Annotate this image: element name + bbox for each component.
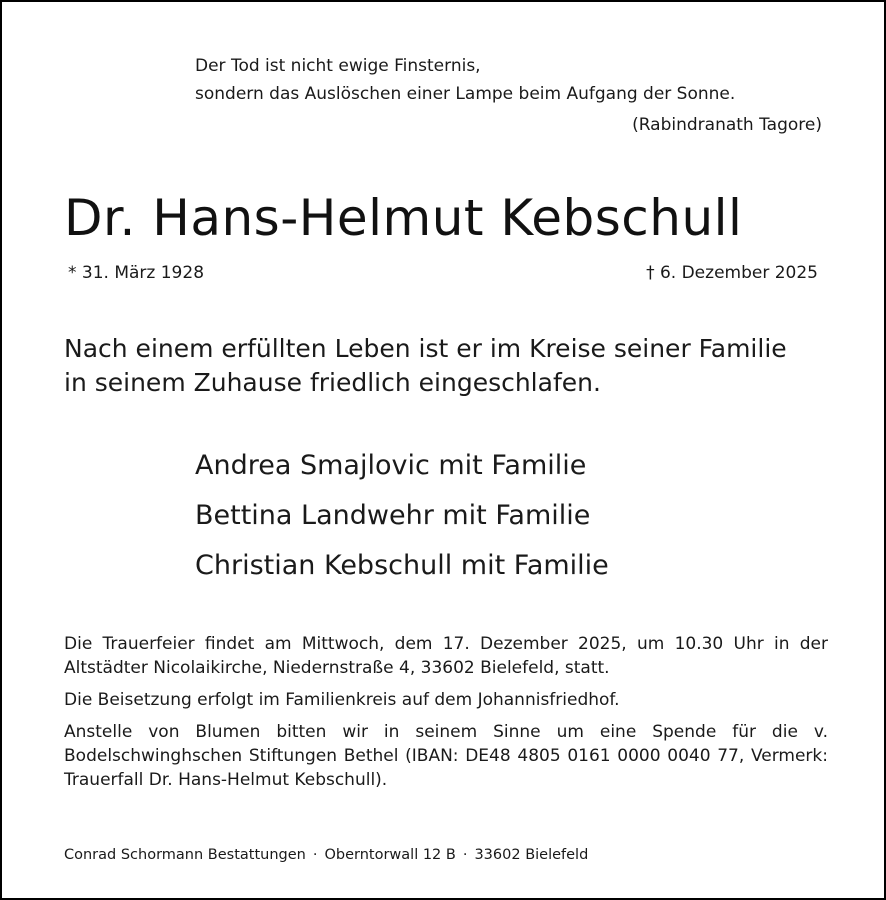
birth-date: * 31. März 1928 xyxy=(68,263,205,283)
burial-notice: Die Beisetzung erfolgt im Familienkreis auf dem Johannisfriedhof. xyxy=(64,690,620,710)
family-member: Bettina Landwehr mit Familie xyxy=(195,500,591,531)
funeral-service-notice: Die Trauerfeier findet am Mittwoch, dem 17. Dezember 2025, um 10.30 Uhr in der Altstädter Nicolaikirche, Niedernstraße 4, 33602 Bielefeld, statt. xyxy=(64,634,828,678)
separator: · xyxy=(312,847,318,863)
quote-line-2: sondern das Auslöschen einer Lampe beim Aufgang der Sonne. xyxy=(195,84,736,104)
deceased-name: Dr. Hans-Helmut Kebschull xyxy=(64,189,743,247)
death-date: † 6. Dezember 2025 xyxy=(646,263,818,283)
separator: · xyxy=(462,847,468,863)
funeral-home-street: Oberntorwall 12 B xyxy=(324,847,456,863)
quote-author: (Rabindranath Tagore) xyxy=(632,115,822,135)
statement-line-2: in seinem Zuhause friedlich eingeschlafen. xyxy=(64,368,601,397)
family-member: Andrea Smajlovic mit Familie xyxy=(195,450,587,481)
statement-line-1: Nach einem erfüllten Leben ist er im Kreise seiner Familie xyxy=(64,334,787,363)
donation-request: Anstelle von Blumen bitten wir in seinem Sinne um eine Spende für die v. Bodelschwinghschen Stiftungen Bethel (IBAN: DE48 4805 0161 0000 0040 77, Vermerk: Trauerfall Dr. Hans-Helmut Kebschull). xyxy=(64,722,828,790)
funeral-home-name: Conrad Schormann Bestattungen xyxy=(64,847,306,863)
funeral-home-city: 33602 Bielefeld xyxy=(474,847,589,863)
quote-line-1: Der Tod ist nicht ewige Finsternis, xyxy=(195,56,481,76)
funeral-home-address xyxy=(64,844,588,866)
family-member: Christian Kebschull mit Familie xyxy=(195,550,609,581)
